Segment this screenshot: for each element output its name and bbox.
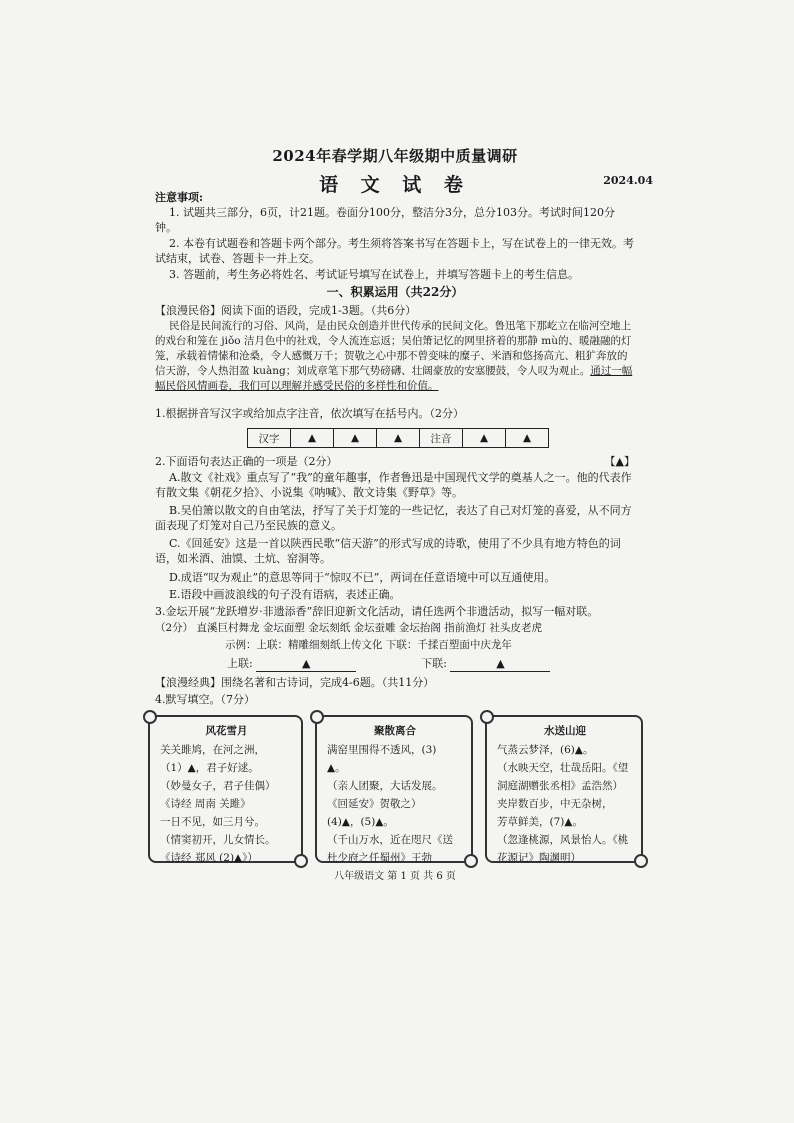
box-line: 芳草鲜美，(7)▲。 — [497, 816, 583, 828]
box-line: （水映天空，壮哉岳阳。《望 — [497, 762, 629, 774]
label-zhuyin: 注音 — [420, 429, 463, 448]
box-line: （亲人团聚，大话发展。 — [327, 780, 443, 792]
couplet-lines — [155, 656, 707, 672]
answer-table — [247, 428, 549, 448]
exam-title: 2024年春学期八年级期中质量调研 — [272, 147, 518, 165]
option-d: D.成语“叹为观止”的意思等同于“惊叹不已”，两词在任意语境中可以互通使用。 — [169, 571, 556, 584]
upper-label: 上联: — [227, 657, 253, 670]
box-line: （1）▲，君子好逑。 — [160, 762, 259, 774]
section1-intro: 【浪漫民俗】阅读下面的语段，完成1-3题。（共6分） — [155, 304, 417, 317]
blank-marker: ▲ — [334, 429, 377, 448]
box-title: 聚散离合 — [374, 725, 416, 737]
notice-item-1: 1. 试题共三部分，6页，计21题。卷面分100分，整洁分3分，总分103分。考试时间120分钟。 — [155, 206, 615, 234]
notice-heading: 注意事项: — [155, 191, 204, 204]
question-2-text: 2.下面语句表达正确的一项是（2分） — [155, 455, 338, 468]
option-b: B.吴伯箫以散文的自由笔法，抒写了关于灯笼的一些记忆，表达了自己对灯笼的喜爱，从不同方面表现了灯笼对自己乃至民族的意义。 — [155, 504, 632, 532]
question-4: 4.默写填空。（7分） — [155, 693, 255, 706]
blank-marker: ▲ — [506, 429, 549, 448]
passage-underline: 通过一幅幅民俗风情画卷，我们可以理解并感受民俗的多样性和价值。 — [155, 365, 633, 392]
box-line: （千山万水，近在咫尺《送 — [327, 834, 453, 846]
box-line: 杜少府之任蜀州》王勃 — [327, 852, 432, 864]
box-line: 《诗经 周南 关雎》 — [160, 798, 251, 810]
blank-marker: ▲ — [291, 429, 334, 448]
blank-marker: ▲ — [377, 429, 420, 448]
lower-label: 下联: — [421, 657, 447, 670]
question-2 — [155, 454, 635, 469]
question-3: 3.金坛开展“龙跃增岁·非遗添香”辞旧迎新文化活动，请任选两个非遗活动，拟写一幅对联。 — [155, 605, 599, 618]
box-line: 一日不见，如三月兮。 — [160, 816, 265, 828]
box-line: (4)▲，(5)▲。 — [327, 816, 394, 828]
box-line: 满窑里围得不透风，(3) — [327, 744, 437, 756]
box-line: 花源记》陶渊明） — [497, 852, 581, 864]
box-line: （忽逢桃源，风景怡人。《桃 — [497, 834, 629, 846]
box-title: 风花雪月 — [205, 725, 248, 737]
lower-answer: ▲ — [450, 656, 550, 672]
box-line: 气蒸云梦泽，(6)▲。 — [497, 744, 594, 756]
box-line: 洞庭湖赠张丞相》孟浩然） — [497, 780, 623, 792]
box-line: ▲。 — [327, 762, 346, 774]
box-title: 水送山迎 — [544, 725, 586, 737]
poem-box-2 — [315, 715, 473, 863]
label-hanzi: 汉字 — [248, 429, 291, 448]
passage — [155, 319, 635, 394]
exam-date: 2024.04 — [603, 174, 653, 187]
blank-marker: ▲ — [463, 429, 506, 448]
box-line: 关关雎鸠，在河之洲， — [160, 744, 265, 756]
box-line: 《诗经 郑风 (2)▲》） — [160, 852, 258, 864]
passage-text: 民俗是民间流行的习俗、风尚，是由民众创造并世代传承的民间文化。鲁迅笔下那屹立在临河空地上的戏台和笼在 jiǒo 洁月色中的社戏，令人流连忘返；吴伯箫记忆的网里挤着的那静 mù的、暖融融的灯笼，承载着情愫和沧桑，令人感慨万千；贺敬之心中那不曾变味的糜子、米酒和悠扬高亢、粗犷奔放的信天游，令人热泪盈 kuàng；刘成章笔下那气势磅礴、壮阔豪放的安塞腰鼓，令人叹为观止。 — [155, 320, 632, 377]
upper-answer: ▲ — [256, 656, 356, 672]
page-footer: 八年级语文 第 1 页 共 6 页 — [334, 871, 456, 882]
answer-bracket: 【▲】 — [604, 455, 635, 468]
notice-item-3: 3. 答题前，考生务必将姓名、考试证号填写在试卷上，并填写答题卡上的考生信息。 — [169, 268, 579, 281]
box-line: 夹岸数百步，中无杂树， — [497, 798, 613, 810]
section2-intro: 【浪漫经典】围绕名著和古诗词，完成4-6题。（共11分） — [155, 676, 435, 689]
notice-item-2: 2. 本卷有试题卷和答题卡两个部分。考生须将答案书写在答题卡上，写在试卷上的一律无效。考试结束，试卷、答题卡一并上交。 — [155, 237, 634, 265]
option-e: E.语段中画波浪线的句子没有语病，表述正确。 — [169, 588, 401, 601]
option-a: A.散文《社戏》重点写了“我”的童年趣事，作者鲁迅是中国现代文学的奠基人之一。他的代表作有散文集《朝花夕拾》、小说集《呐喊》、散文诗集《野草》等。 — [155, 471, 632, 499]
question-1: 1.根据拼音写汉字或给加点字注音，依次填写在括号内。（2分） — [155, 407, 464, 420]
poem-box-1 — [148, 715, 303, 863]
option-c: C.《回延安》这是一首以陕西民歌“信天游”的形式写成的诗歌，使用了不少具有地方特色的词语，如米酒、油馍、土炕、窑洞等。 — [155, 537, 621, 565]
question-3-example: 示例：上联：精雕细刻纸上传文化 下联：千揉百塑面中庆龙年 — [225, 639, 512, 651]
question-3-items: （2分） 直溪巨村舞龙 金坛面塑 金坛刻纸 金坛蚕雕 金坛抬阁 指前渔灯 社头皮老虎 — [155, 622, 543, 634]
box-line: （情窦初开，儿女情长。 — [160, 834, 276, 846]
section1-heading: 一、积累运用（共22分） — [326, 285, 464, 299]
box-line: 《回延安》贺敬之） — [327, 798, 422, 810]
exam-subtitle: 语 文 试 卷 — [319, 174, 471, 196]
box-line: （妙曼女子，君子佳偶） — [160, 780, 276, 792]
poem-box-3 — [485, 715, 643, 863]
